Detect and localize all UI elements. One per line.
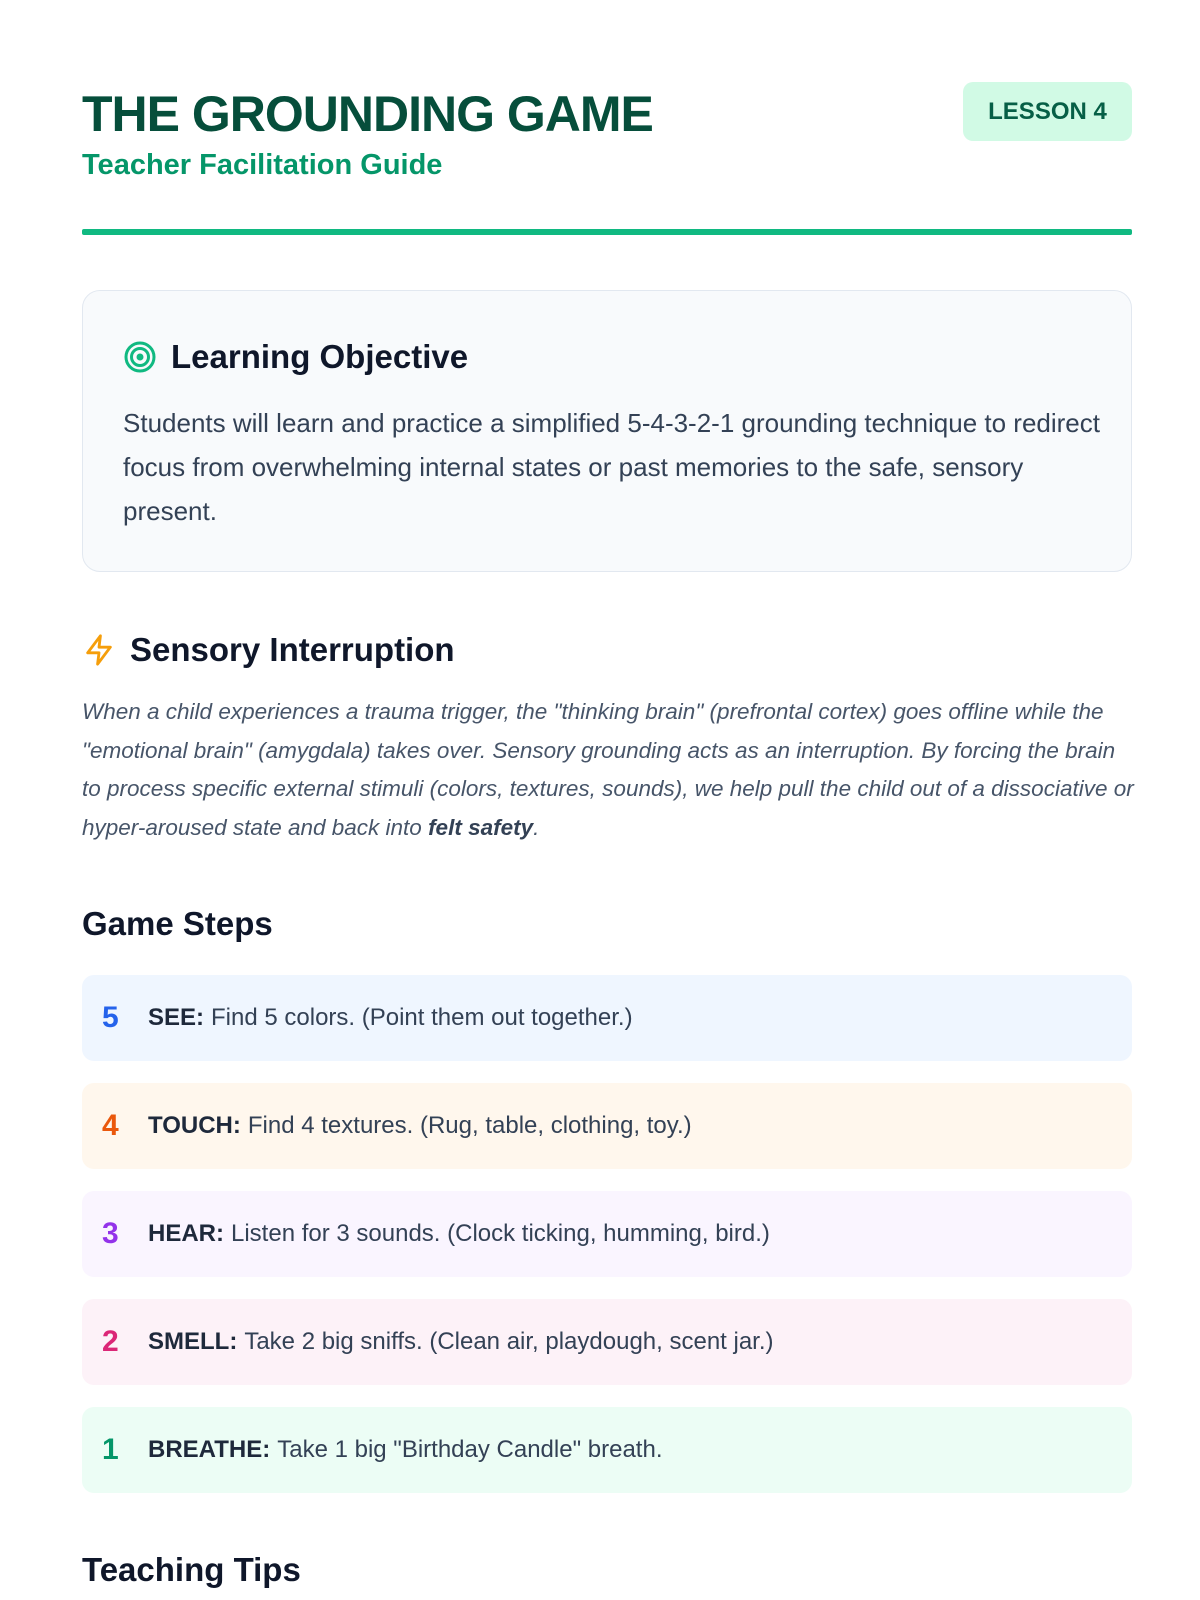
sensory-interruption-heading bbox=[82, 630, 455, 670]
step-text bbox=[148, 1220, 770, 1248]
step-sense-label: TOUCH: bbox=[148, 1112, 241, 1139]
step-sense-label: SMELL: bbox=[148, 1328, 238, 1355]
step-sense-label: HEAR: bbox=[148, 1220, 224, 1247]
step-hear bbox=[82, 1191, 1132, 1277]
step-description: Take 1 big "Birthday Candle" breath. bbox=[277, 1436, 663, 1463]
game-steps-title: Game Steps bbox=[82, 905, 273, 942]
step-smell bbox=[82, 1299, 1132, 1385]
lesson-badge: LESSON 4 bbox=[963, 82, 1132, 141]
step-description: Find 4 textures. (Rug, table, clothing, toy.) bbox=[247, 1112, 692, 1139]
sensory-text-end: . bbox=[533, 814, 540, 840]
sensory-interruption-text bbox=[82, 693, 1137, 847]
step-description: Find 5 colors. (Point them out together.) bbox=[211, 1004, 633, 1031]
step-number: 1 bbox=[102, 1433, 119, 1466]
lightning-bolt-icon bbox=[82, 633, 116, 667]
teaching-tips-title: Teaching Tips bbox=[82, 1551, 301, 1588]
header bbox=[82, 82, 1132, 182]
document-page bbox=[82, 0, 1132, 1600]
step-text bbox=[148, 1436, 662, 1464]
learning-objective-card bbox=[82, 290, 1132, 572]
sensory-interruption-title: Sensory Interruption bbox=[130, 631, 455, 668]
step-sense-label: BREATHE: bbox=[148, 1436, 271, 1463]
step-number: 5 bbox=[102, 1001, 119, 1034]
step-touch bbox=[82, 1083, 1132, 1169]
game-steps-list bbox=[82, 975, 1132, 1515]
learning-objective-heading bbox=[123, 337, 468, 377]
step-text bbox=[148, 1328, 774, 1356]
step-number: 4 bbox=[102, 1109, 119, 1142]
learning-objective-text: Students will learn and practice a simplified 5-4-3-2-1 grounding technique to redirect focus from overwhelming internal states or past memories to the safe, sensory present. bbox=[123, 408, 1100, 526]
step-number: 2 bbox=[102, 1325, 119, 1358]
page-title: THE GROUNDING GAME bbox=[82, 86, 653, 142]
target-icon bbox=[123, 340, 157, 374]
step-see bbox=[82, 975, 1132, 1061]
step-text bbox=[148, 1112, 692, 1140]
step-text bbox=[148, 1004, 633, 1032]
step-sense-label: SEE: bbox=[148, 1004, 205, 1031]
step-breathe bbox=[82, 1407, 1132, 1493]
header-divider bbox=[82, 229, 1132, 235]
sensory-text-body: When a child experiences a trauma trigger, the "thinking brain" (prefrontal cortex) goes offline while the "emotional brain" (amygdala) takes over. Sensory grounding acts as an interruption. By forcing the brain to process specific external stimuli (colors, textures, sounds), we help pull the child out of a dissociative or hyper-aroused state and back into bbox=[82, 699, 1134, 840]
page-subtitle: Teacher Facilitation Guide bbox=[82, 149, 443, 181]
sensory-text-emphasis: felt safety bbox=[428, 814, 534, 840]
step-number: 3 bbox=[102, 1217, 119, 1250]
step-description: Listen for 3 sounds. (Clock ticking, humming, bird.) bbox=[231, 1220, 770, 1247]
learning-objective-title: Learning Objective bbox=[171, 338, 469, 375]
step-description: Take 2 big sniffs. (Clean air, playdough, scent jar.) bbox=[244, 1328, 774, 1355]
